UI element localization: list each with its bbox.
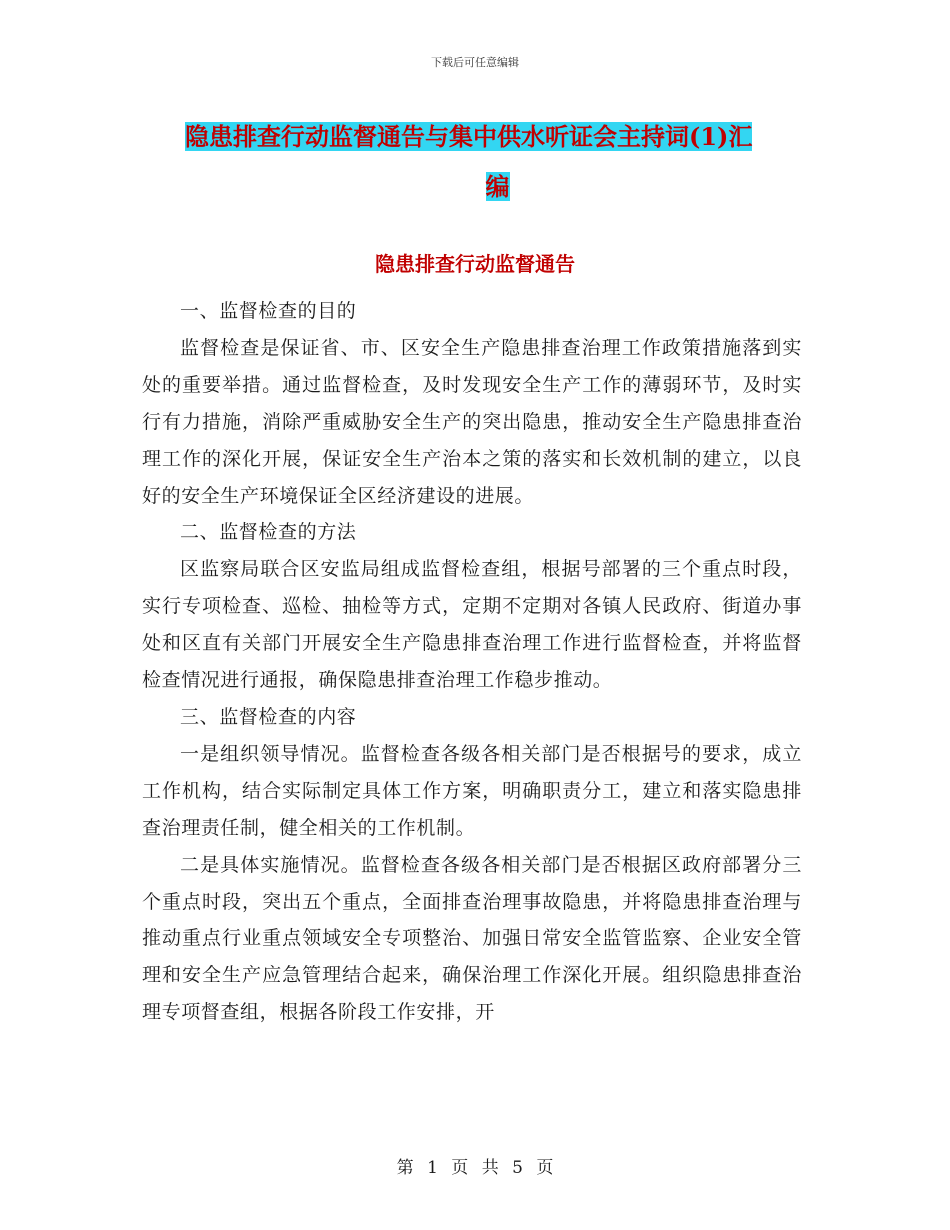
document-body <box>142 293 802 1031</box>
paragraph-implementation: 二是具体实施情况。监督检查各级各相关部门是否根据区政府部署分三个重点时段，突出五个重点，全面排查治理事故隐患，并将隐患排查治理与推动重点行业重点领域安全专项整治、加强日常安全监管监察、企业安全管理和安全生产应急管理结合起来，确保治理工作深化开展。组织隐患排查治理专项督查组，根据各阶段工作安排，开 <box>142 853 802 1024</box>
paragraph-leadership: 一是组织领导情况。监督检查各级各相关部门是否根据号的要求，成立工作机构，结合实际制定具体工作方案，明确职责分工，建立和落实隐患排查治理责任制，健全相关的工作机制。 <box>142 742 802 839</box>
heading-purpose: 一、监督检查的目的 <box>180 300 357 322</box>
heading-method: 二、监督检查的方法 <box>180 521 357 544</box>
paragraph-method: 区监察局联合区安监局组成监督检查组，根据号部署的三个重点时段，实行专项检查、巡检、抽检等方式，定期不定期对各镇人民政府、街道办事处和区直有关部门开展安全生产隐患排查治理工作进行监督检查，并将监督检查情况进行通报，确保隐患排查治理工作稳步推动。 <box>142 558 802 692</box>
page-footer: 第 1 页 共 5 页 <box>396 1158 554 1178</box>
document-title-line2: 编 <box>485 172 510 201</box>
header-note: 下载后可任意编辑 <box>431 56 519 69</box>
document-title <box>185 112 810 212</box>
heading-content: 三、监督检查的内容 <box>180 705 357 728</box>
section-title: 隐患排查行动监督通告 <box>375 252 575 276</box>
document-title-line1: 隐患排查行动监督通告与集中供水听证会主持词(1)汇 <box>185 122 753 151</box>
paragraph-purpose: 监督检查是保证省、市、区安全生产隐患排查治理工作政策措施落到实处的重要举措。通过监督检查，及时发现安全生产工作的薄弱环节，及时实行有力措施，消除严重威胁安全生产的突出隐患，推动安全生产隐患排查治理工作的深化开展，保证安全生产治本之策的落实和长效机制的建立，以良好的安全生产环境保证全区经济建设的进展。 <box>142 336 802 507</box>
